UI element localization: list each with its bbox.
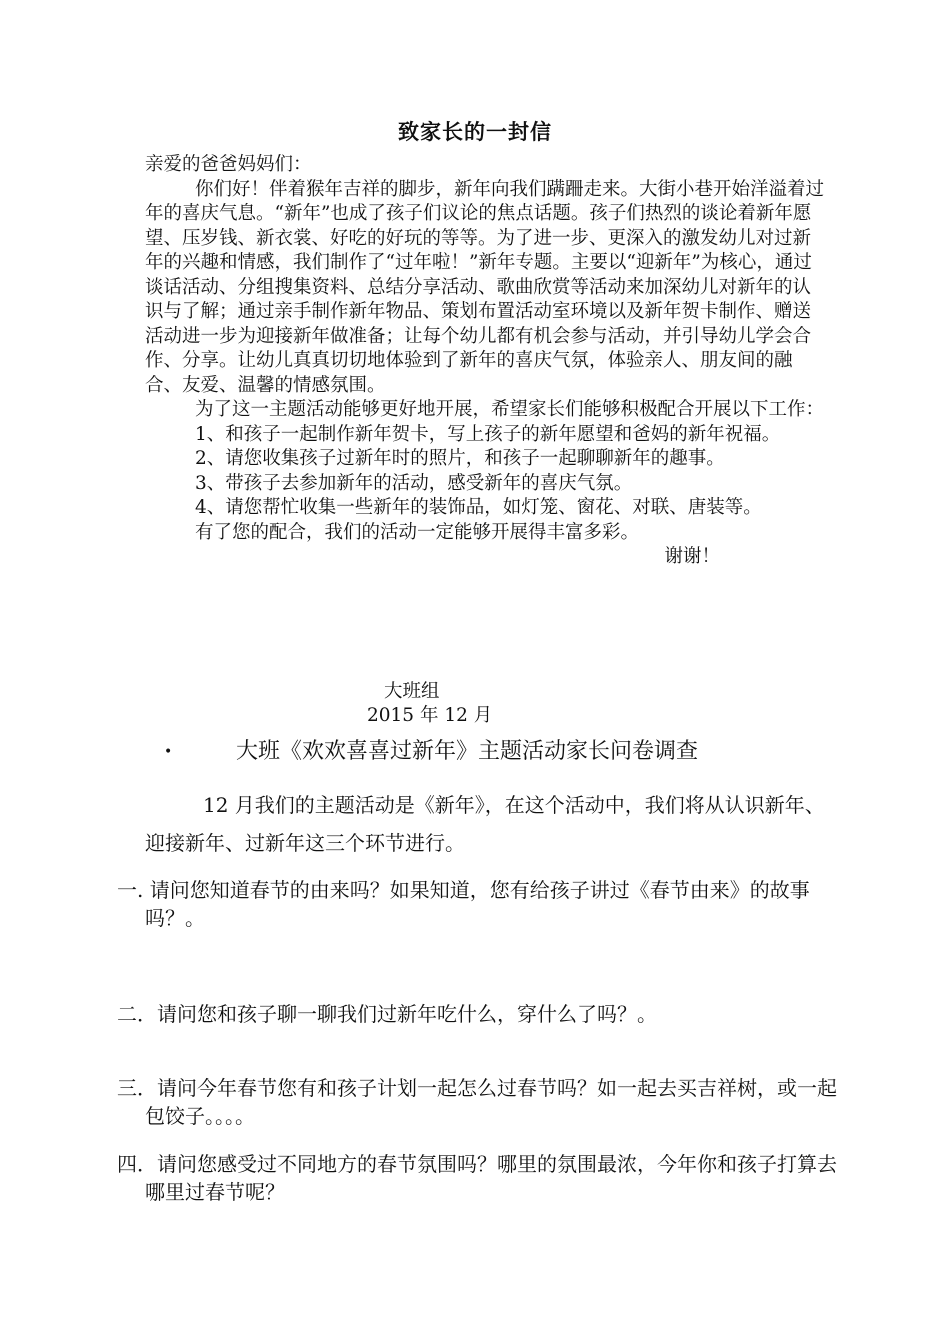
survey-intro-text: 12 月我们的主题活动是《新年》，在这个活动中，我们将从认识新年、迎接新年、过新年这三个环节进行。 — [145, 793, 825, 855]
letter-paragraph-1: 你们好！伴着猴年吉祥的脚步，新年向我们蹒跚走来。大街小巷开始洋溢着过年的喜庆气息。“新年”也成了孩子们议论的焦点话题。孩子们热烈的谈论着新年愿望、压岁钱、新衣裳、好吃的好玩的等等。为了进一步、更深入的激发幼儿对过新年的兴趣和情感，我们制作了“过年啦！”新年专题。主要以“迎新年”为核心，通过谈话活动、分组搜集资料、总结分享活动、歌曲欣赏等活动来加深幼儿对新年的认识与了解；通过亲手制作新年物品、策划布置活动室环境以及新年贺卡制作、赠送活动进一步为迎接新年做准备；让每个幼儿都有机会参与活动，并引导幼儿学会合作、分享。让幼儿真真切切地体验到了新年的喜庆气氛，体验亲人、朋友间的融合、友爱、温馨的情感氛围。 — [145, 178, 825, 396]
survey-question-3: 三．请问今年春节您有和孩子计划一起怎么过春节吗？如一起去买吉祥树，或一起包饺子。。。。 — [117, 1076, 837, 1128]
survey-intro — [145, 786, 825, 862]
survey-question-1: 一. 请问您知道春节的由来吗？如果知道，您有给孩子讲过《春节由来》的故事吗？。 — [117, 878, 810, 930]
survey-question-2: 二．请问您和孩子聊一聊我们过新年吃什么，穿什么了吗？。 — [117, 1002, 657, 1026]
letter-body — [145, 153, 825, 570]
letter-item-2: 2、请您收集孩子过新年时的照片，和孩子一起聊聊新年的趣事。 — [195, 448, 725, 469]
letter-paragraph-2: 为了这一主题活动能够更好地开展，希望家长们能够积极配合开展以下工作： — [195, 399, 825, 420]
letter-closing: 有了您的配合，我们的活动一定能够开展得丰富多彩。 — [195, 521, 640, 543]
letter-item-3: 3、带孩子去参加新年的活动，感受新年的喜庆气氛。 — [195, 472, 633, 494]
survey-question-4: 四．请问您感受过不同地方的春节氛围吗？哪里的氛围最浓，今年你和孩子打算去哪里过春节呢？ — [117, 1152, 837, 1204]
letter-date: 2015 年 12 月 — [367, 705, 493, 726]
survey-heading — [164, 737, 864, 767]
letter-item-4: 4、请您帮忙收集一些新年的装饰品，如灯笼、窗花、对联、唐装等。 — [195, 497, 762, 518]
letter-signature: 大班组 — [384, 681, 440, 702]
letter-title: 致家长的一封信 — [398, 119, 552, 144]
letter-thanks: 谢谢！ — [664, 546, 720, 567]
bullet-icon: • — [164, 744, 173, 760]
letter-salutation: 亲爱的爸爸妈妈们： — [145, 154, 312, 175]
survey-title: 大班《欢欢喜喜过新年》主题活动家长问卷调查 — [236, 739, 699, 764]
letter-item-1: 1、和孩子一起制作新年贺卡，写上孩子的新年愿望和爸妈的新年祝福。 — [195, 423, 781, 445]
